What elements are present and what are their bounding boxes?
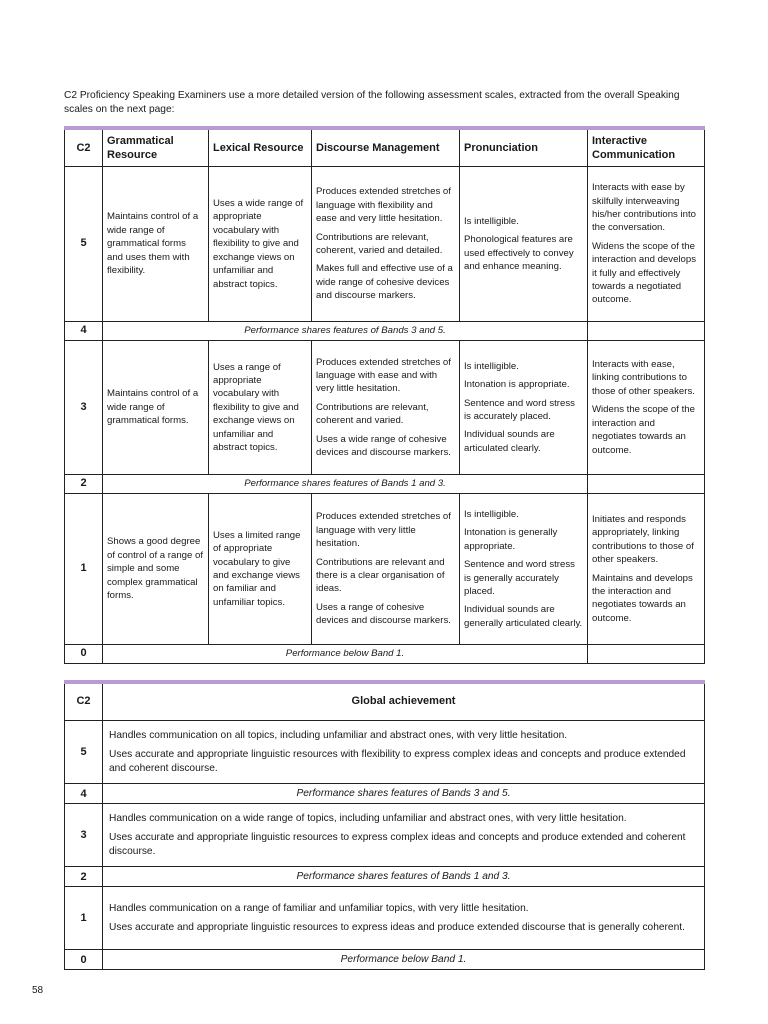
analytical-scales-table xyxy=(64,126,705,664)
empty-cell xyxy=(588,645,705,664)
grammatical-cell: Maintains control of a wide range of grammatical forms. xyxy=(103,341,209,475)
shared-features-note: Performance shares features of Bands 3 and 5. xyxy=(103,322,588,341)
descriptor: Initiates and responds appropriately, linking contributions to those of other speakers. xyxy=(592,513,694,566)
global-cell xyxy=(103,887,705,950)
table-header-row xyxy=(65,682,705,721)
global-cell xyxy=(103,721,705,784)
band-number: 5 xyxy=(65,721,103,784)
page-number: 58 xyxy=(32,985,44,996)
descriptor: Intonation is appropriate. xyxy=(464,379,570,391)
table-row-band-1 xyxy=(65,494,705,645)
descriptor: Makes full and effective use of a wide range of cohesive devices and discourse markers. xyxy=(316,263,453,302)
descriptor: Widens the scope of the interaction and develops it fully and effectively towards a negotiated outcome. xyxy=(592,240,697,306)
header-global-achievement: Global achievement xyxy=(103,682,705,721)
table-row-band-4 xyxy=(65,784,705,804)
descriptor: Maintains and develops the interaction and negotiates towards an outcome. xyxy=(592,572,693,624)
lexical-cell: Uses a wide range of appropriate vocabulary with flexibility to give and exchange views on unfamiliar and abstract topics. xyxy=(209,167,312,322)
table-row-band-3 xyxy=(65,341,705,475)
descriptor: Is intelligible. xyxy=(464,360,519,372)
empty-cell xyxy=(588,322,705,341)
descriptor: Is intelligible. xyxy=(464,508,519,520)
header-lexical-resource: Lexical Resource xyxy=(209,128,312,167)
header-level: C2 xyxy=(65,682,103,721)
interactive-cell xyxy=(588,341,705,475)
discourse-cell xyxy=(312,341,460,475)
band-number: 5 xyxy=(65,167,103,322)
table-row-band-5 xyxy=(65,721,705,784)
global-achievement-table xyxy=(64,680,705,970)
descriptor: Widens the scope of the interaction and negotiates towards an outcome. xyxy=(592,404,695,456)
band-number: 0 xyxy=(65,645,103,664)
descriptor: Contributions are relevant, coherent, varied and detailed. xyxy=(316,231,443,256)
global-cell xyxy=(103,804,705,867)
descriptor: Phonological features are used effectively to convey and enhance meaning. xyxy=(464,234,574,272)
table-row-band-2 xyxy=(65,475,705,494)
shared-features-note: Performance shares features of Bands 1 and 3. xyxy=(103,475,588,494)
band-number: 3 xyxy=(65,341,103,475)
descriptor: Sentence and word stress is accurately placed. xyxy=(464,397,575,422)
descriptor: Uses accurate and appropriate linguistic resources with flexibility to express complex ideas and concepts and produce extended and coherent discourse. xyxy=(109,748,686,774)
grammatical-cell: Shows a good degree of control of a range of simple and some complex grammatical forms. xyxy=(103,494,209,645)
descriptor: Individual sounds are articulated clearly. xyxy=(464,429,555,454)
lexical-cell: Uses a limited range of appropriate vocabulary to give and exchange views on familiar and unfamiliar topics. xyxy=(209,494,312,645)
intro-text: C2 Proficiency Speaking Examiners use a more detailed version of the following assessment scales, extracted from the overall Speaking scales on the next page: xyxy=(64,90,680,115)
header-grammatical-resource: Grammatical Resource xyxy=(103,128,209,167)
descriptor: Handles communication on a range of familiar and unfamiliar topics, with very little hesitation. xyxy=(109,902,529,914)
lexical-cell: Uses a range of appropriate vocabulary with flexibility to give and exchange views on unfamiliar and abstract topics. xyxy=(209,341,312,475)
table-row-band-1 xyxy=(65,887,705,950)
band-number: 2 xyxy=(65,867,103,887)
table-row-band-0 xyxy=(65,645,705,664)
table-row-band-5 xyxy=(65,167,705,322)
header-pronunciation: Pronunciation xyxy=(460,128,588,167)
descriptor: Intonation is generally appropriate. xyxy=(464,527,558,552)
descriptor: Produces extended stretches of language with flexibility and ease and very little hesitation. xyxy=(316,186,451,225)
below-band-note: Performance below Band 1. xyxy=(103,645,588,664)
pronunciation-cell xyxy=(460,167,588,322)
table-row-band-3 xyxy=(65,804,705,867)
descriptor: Contributions are relevant, coherent and varied. xyxy=(316,401,429,427)
table-row-band-2 xyxy=(65,867,705,887)
header-interactive-communication: Interactive Communication xyxy=(588,128,705,167)
table-header-row xyxy=(65,128,705,167)
descriptor: Interacts with ease by skilfully interweaving his/her contributions into the conversation. xyxy=(592,182,696,234)
header-level: C2 xyxy=(65,128,103,167)
interactive-cell xyxy=(588,167,705,322)
descriptor: Handles communication on all topics, including unfamiliar and abstract ones, with very little hesitation. xyxy=(109,729,568,741)
pronunciation-cell xyxy=(460,341,588,475)
descriptor: Uses a wide range of cohesive devices and discourse markers. xyxy=(316,433,451,459)
empty-cell xyxy=(588,475,705,494)
band-number: 4 xyxy=(65,784,103,804)
descriptor: Uses accurate and appropriate linguistic resources to express complex ideas and concepts and produce extended and coherent discourse. xyxy=(109,831,686,857)
band-number: 0 xyxy=(65,950,103,970)
band-number: 4 xyxy=(65,322,103,341)
discourse-cell xyxy=(312,494,460,645)
grammatical-cell: Maintains control of a wide range of grammatical forms and uses them with flexibility. xyxy=(103,167,209,322)
descriptor: Uses accurate and appropriate linguistic resources to express ideas and produce extended discourse that is generally coherent. xyxy=(109,921,685,933)
band-number: 2 xyxy=(65,475,103,494)
table-row-band-4 xyxy=(65,322,705,341)
band-number: 1 xyxy=(65,494,103,645)
descriptor: Contributions are relevant and there is a clear organisation of ideas. xyxy=(316,556,445,595)
discourse-cell xyxy=(312,167,460,322)
pronunciation-cell xyxy=(460,494,588,645)
table-row-band-0 xyxy=(65,950,705,970)
descriptor: Produces extended stretches of language with very little hesitation. xyxy=(316,511,451,550)
descriptor: Sentence and word stress is generally accurately placed. xyxy=(464,559,575,597)
band-number: 1 xyxy=(65,887,103,950)
shared-features-note: Performance shares features of Bands 1 and 3. xyxy=(103,867,705,887)
descriptor: Individual sounds are generally articulated clearly. xyxy=(464,604,583,629)
band-number: 3 xyxy=(65,804,103,867)
below-band-note: Performance below Band 1. xyxy=(103,950,705,970)
shared-features-note: Performance shares features of Bands 3 and 5. xyxy=(103,784,705,804)
descriptor: Is intelligible. xyxy=(464,215,519,227)
header-discourse-management: Discourse Management xyxy=(312,128,460,167)
descriptor: Uses a range of cohesive devices and discourse markers. xyxy=(316,601,451,627)
descriptor: Interacts with ease, linking contributions to those of other speakers. xyxy=(592,359,695,397)
descriptor: Handles communication on a wide range of topics, including unfamiliar and abstract ones, with very little hesitation. xyxy=(109,812,627,824)
descriptor: Produces extended stretches of language with ease and with very little hesitation. xyxy=(316,356,451,395)
interactive-cell xyxy=(588,494,705,645)
